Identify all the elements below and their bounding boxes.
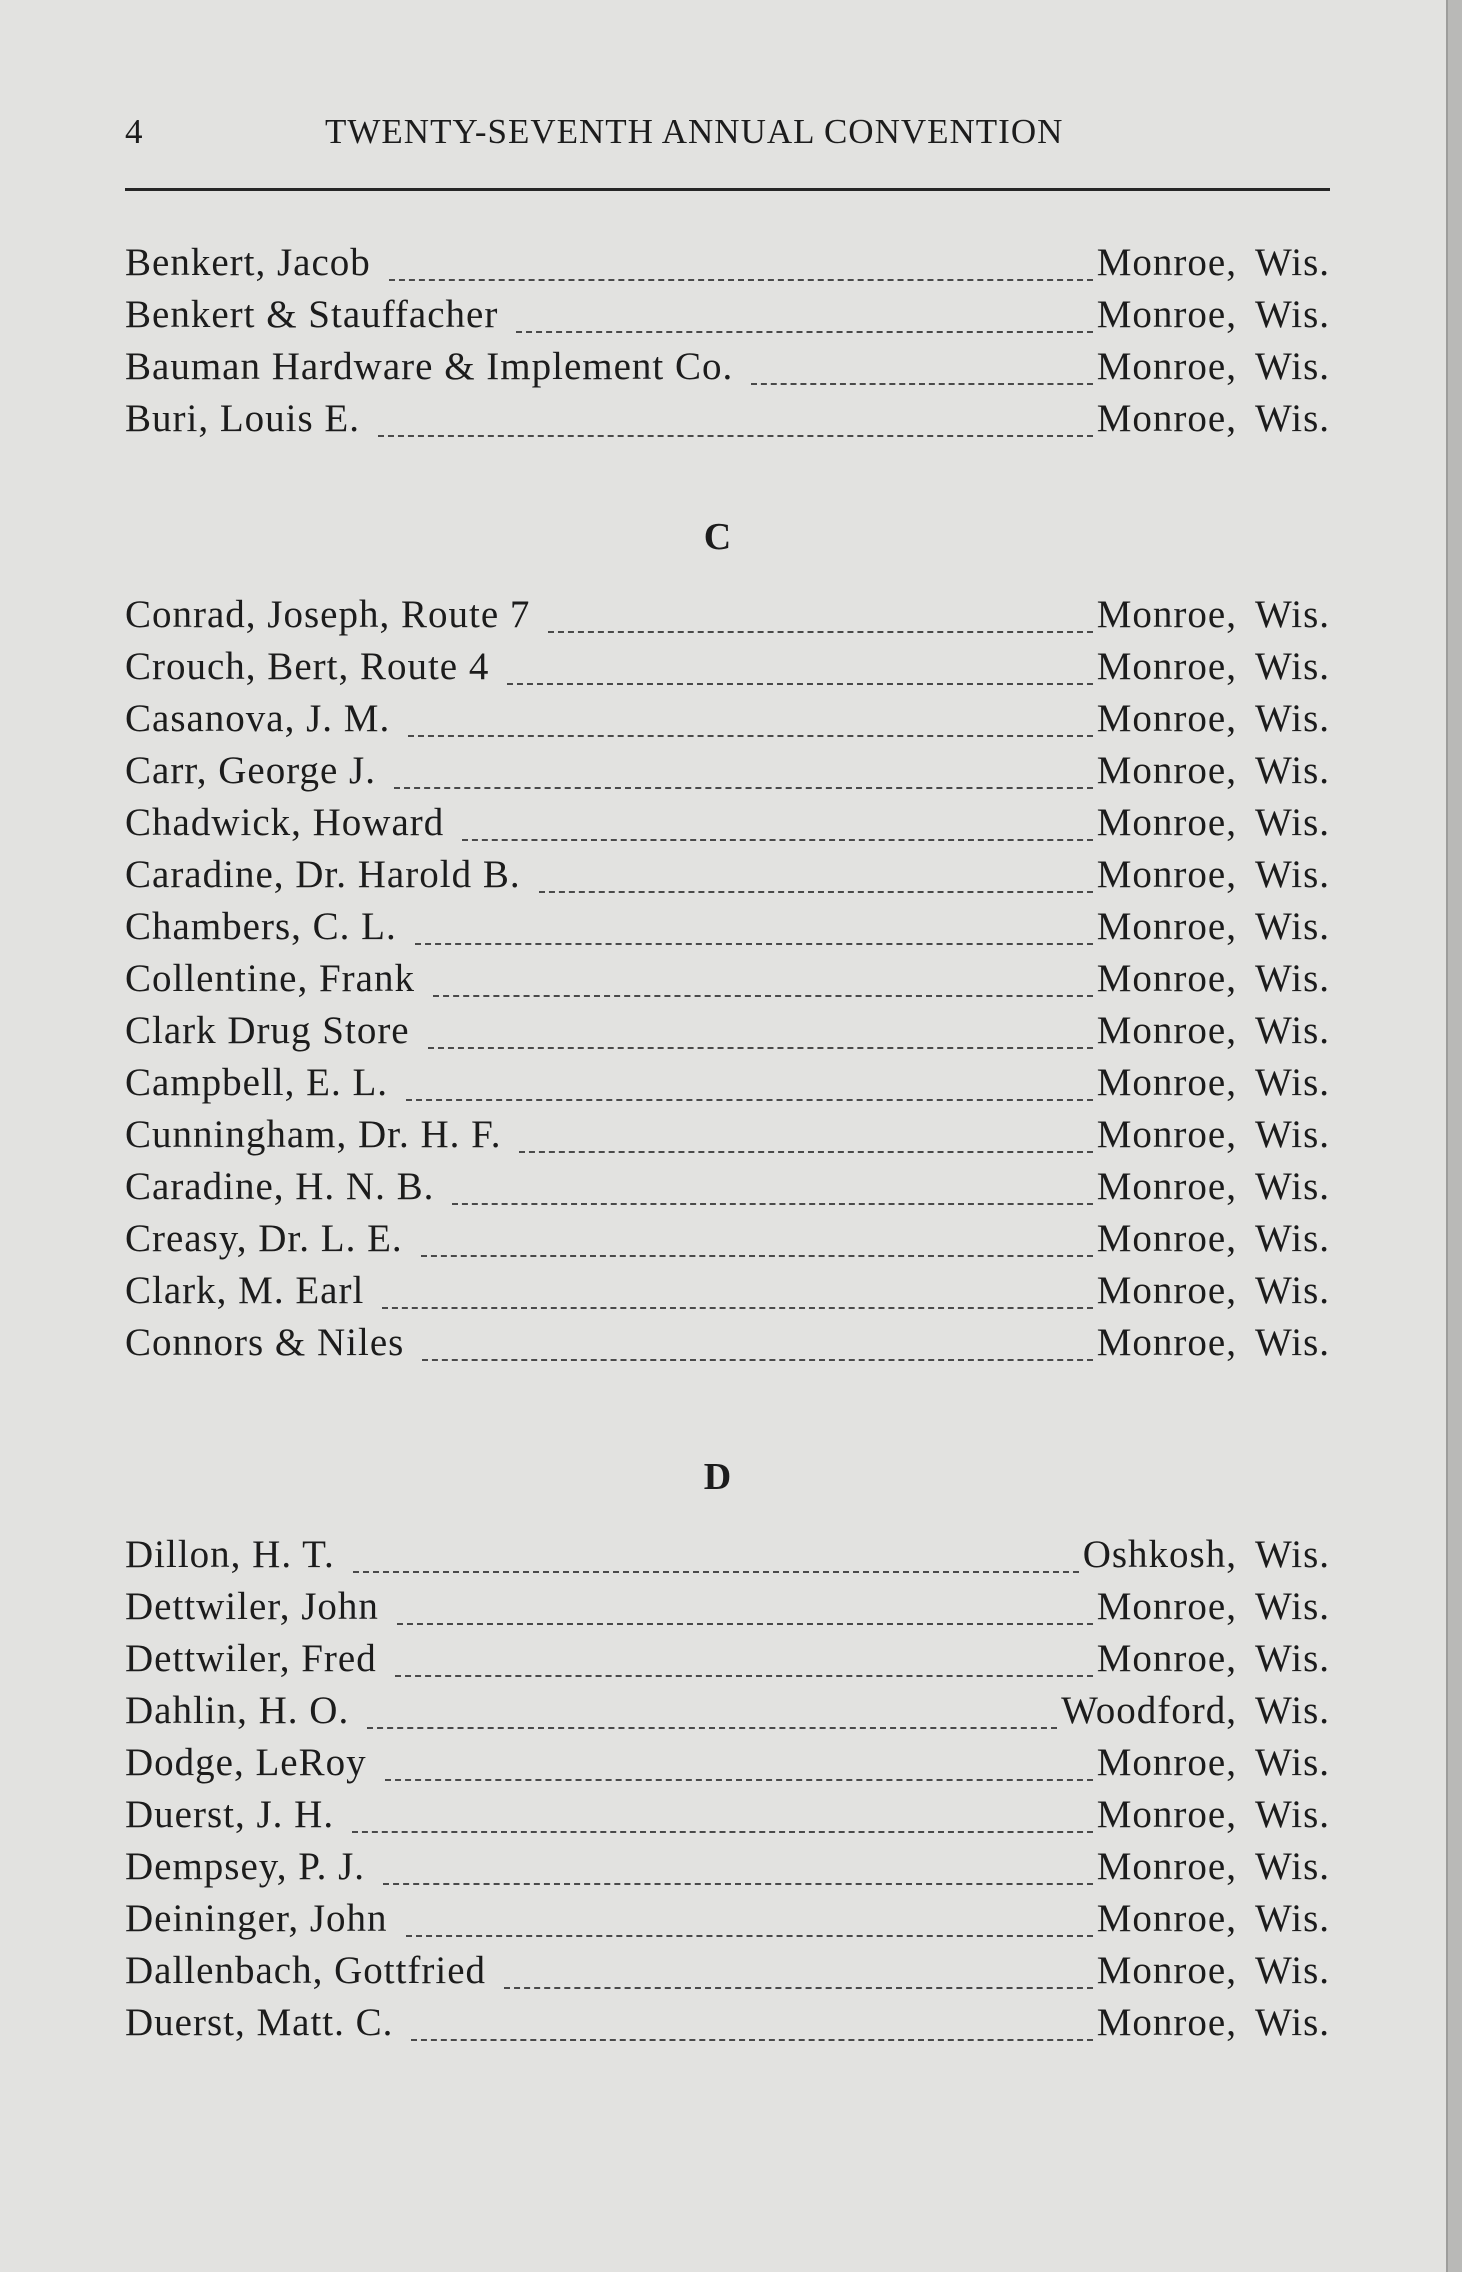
entry-city: Monroe,	[1096, 1061, 1237, 1104]
dot-leader	[462, 829, 1092, 841]
entry-name: Dempsey, P. J.	[125, 1845, 366, 1888]
entry-state: Wis.	[1254, 1741, 1330, 1784]
entry-name: Campbell, E. L.	[125, 1061, 389, 1104]
entry-name: Dettwiler, Fred	[125, 1637, 377, 1680]
entry-state: Wis.	[1254, 957, 1330, 1000]
dot-leader	[408, 725, 1093, 737]
entry-name: Connors & Niles	[125, 1321, 405, 1364]
directory-entry	[125, 852, 1330, 902]
entry-city: Monroe,	[1096, 397, 1237, 440]
page-number: 4	[125, 112, 144, 151]
dot-leader	[516, 321, 1092, 333]
directory-entry	[125, 1164, 1330, 1214]
entry-state: Wis.	[1254, 1897, 1330, 1940]
entry-name: Creasy, Dr. L. E.	[125, 1217, 403, 1260]
entry-name: Bauman Hardware & Implement Co.	[125, 345, 734, 388]
entry-state: Wis.	[1254, 1845, 1330, 1888]
entry-name: Dahlin, H. O.	[125, 1689, 350, 1732]
directory-entry	[125, 1060, 1330, 1110]
entry-state: Wis.	[1254, 1637, 1330, 1680]
entry-name: Dodge, LeRoy	[125, 1741, 367, 1784]
entry-state: Wis.	[1254, 241, 1330, 284]
entry-city: Monroe,	[1096, 1845, 1237, 1888]
entry-name: Clark, M. Earl	[125, 1269, 365, 1312]
directory-entry	[125, 696, 1330, 746]
dot-leader	[415, 933, 1093, 945]
entry-city: Monroe,	[1096, 749, 1237, 792]
entry-city: Monroe,	[1096, 1113, 1237, 1156]
entry-state: Wis.	[1254, 1113, 1330, 1156]
section-letter: C	[703, 516, 732, 558]
directory-entry	[125, 1268, 1330, 1318]
dot-leader	[406, 1925, 1093, 1937]
entry-state: Wis.	[1254, 1793, 1330, 1836]
entry-name: Chambers, C. L.	[125, 905, 397, 948]
directory-entry	[125, 240, 1330, 290]
dot-leader	[385, 1769, 1093, 1781]
directory-entry	[125, 1688, 1330, 1738]
entry-state: Wis.	[1254, 345, 1330, 388]
entry-name: Conrad, Joseph, Route 7	[125, 593, 531, 636]
entry-city: Monroe,	[1096, 293, 1237, 336]
directory-entry	[125, 1112, 1330, 1162]
entry-city: Monroe,	[1096, 801, 1237, 844]
dot-leader	[519, 1141, 1092, 1153]
directory-entry	[125, 748, 1330, 798]
entry-city: Woodford,	[1061, 1689, 1237, 1732]
entry-city: Monroe,	[1096, 957, 1237, 1000]
directory-entry	[125, 292, 1330, 342]
directory-entry	[125, 1320, 1330, 1370]
directory-entry	[125, 956, 1330, 1006]
entry-name: Casanova, J. M.	[125, 697, 391, 740]
entry-name: Clark Drug Store	[125, 1009, 410, 1052]
directory-entry	[125, 1008, 1330, 1058]
entry-state: Wis.	[1254, 1321, 1330, 1364]
entry-name: Duerst, J. H.	[125, 1793, 335, 1836]
dot-leader	[353, 1561, 1079, 1573]
entry-city: Monroe,	[1096, 1009, 1237, 1052]
dot-leader	[395, 1665, 1093, 1677]
entry-name: Dillon, H. T.	[125, 1533, 335, 1576]
dot-leader	[352, 1821, 1093, 1833]
directory-entry	[125, 396, 1330, 446]
entry-name: Dettwiler, John	[125, 1585, 379, 1628]
entry-state: Wis.	[1254, 801, 1330, 844]
entry-city: Monroe,	[1096, 1585, 1237, 1628]
running-head	[125, 112, 1325, 156]
entry-name: Deininger, John	[125, 1897, 388, 1940]
dot-leader	[507, 673, 1092, 685]
dot-leader	[452, 1193, 1092, 1205]
entry-city: Monroe,	[1096, 241, 1237, 284]
directory-entry	[125, 592, 1330, 642]
dot-leader	[422, 1349, 1092, 1361]
dot-leader	[433, 985, 1093, 997]
running-title: TWENTY-SEVENTH ANNUAL CONVENTION	[325, 112, 1064, 151]
dot-leader	[751, 373, 1093, 385]
entry-state: Wis.	[1254, 1533, 1330, 1576]
entry-city: Monroe,	[1096, 1897, 1237, 1940]
dot-leader	[539, 881, 1093, 893]
entry-name: Collentine, Frank	[125, 957, 415, 1000]
entry-name: Benkert & Stauffacher	[125, 293, 499, 336]
dot-leader	[406, 1089, 1093, 1101]
dot-leader	[397, 1613, 1093, 1625]
entry-city: Monroe,	[1096, 1637, 1237, 1680]
entry-name: Cunningham, Dr. H. F.	[125, 1113, 502, 1156]
directory-entry	[125, 1896, 1330, 1946]
page-edge	[1446, 0, 1462, 2272]
entry-name: Crouch, Bert, Route 4	[125, 645, 490, 688]
dot-leader	[411, 2029, 1092, 2041]
entry-city: Monroe,	[1096, 645, 1237, 688]
entry-city: Monroe,	[1096, 1321, 1237, 1364]
entry-state: Wis.	[1254, 749, 1330, 792]
entry-city: Monroe,	[1096, 853, 1237, 896]
entry-city: Monroe,	[1096, 1165, 1237, 1208]
entry-state: Wis.	[1254, 1061, 1330, 1104]
entry-state: Wis.	[1254, 645, 1330, 688]
dot-leader	[389, 269, 1093, 281]
entry-city: Monroe,	[1096, 2001, 1237, 2044]
directory-entry	[125, 344, 1330, 394]
entry-state: Wis.	[1254, 1585, 1330, 1628]
header-rule	[125, 188, 1330, 191]
entry-state: Wis.	[1254, 2001, 1330, 2044]
entry-state: Wis.	[1254, 397, 1330, 440]
entry-state: Wis.	[1254, 1949, 1330, 1992]
entry-state: Wis.	[1254, 697, 1330, 740]
dot-leader	[383, 1873, 1093, 1885]
dot-leader	[382, 1297, 1092, 1309]
entry-city: Monroe,	[1096, 1741, 1237, 1784]
directory-entry	[125, 1216, 1330, 1266]
directory-entry	[125, 1532, 1330, 1582]
directory-entry	[125, 1636, 1330, 1686]
directory-entry	[125, 1584, 1330, 1634]
entry-state: Wis.	[1254, 593, 1330, 636]
entry-city: Monroe,	[1096, 1793, 1237, 1836]
dot-leader	[504, 1977, 1093, 1989]
directory-entry	[125, 2000, 1330, 2050]
entry-city: Oshkosh,	[1082, 1533, 1237, 1576]
entry-city: Monroe,	[1096, 345, 1237, 388]
entry-city: Monroe,	[1096, 697, 1237, 740]
entry-city: Monroe,	[1096, 905, 1237, 948]
entry-state: Wis.	[1254, 1009, 1330, 1052]
directory-entry	[125, 904, 1330, 954]
entry-name: Buri, Louis E.	[125, 397, 360, 440]
dot-leader	[428, 1037, 1093, 1049]
directory-entry	[125, 1844, 1330, 1894]
dot-leader	[367, 1717, 1057, 1729]
dot-leader	[394, 777, 1093, 789]
directory-entry	[125, 1792, 1330, 1842]
entry-state: Wis.	[1254, 1689, 1330, 1732]
entry-state: Wis.	[1254, 1165, 1330, 1208]
dot-leader	[421, 1245, 1093, 1257]
directory-entry	[125, 644, 1330, 694]
entry-city: Monroe,	[1096, 1217, 1237, 1260]
entry-name: Dallenbach, Gottfried	[125, 1949, 487, 1992]
entry-state: Wis.	[1254, 853, 1330, 896]
entry-state: Wis.	[1254, 1217, 1330, 1260]
entry-name: Duerst, Matt. C.	[125, 2001, 394, 2044]
entry-state: Wis.	[1254, 1269, 1330, 1312]
section-letter: D	[703, 1456, 732, 1498]
directory-entry	[125, 1740, 1330, 1790]
entry-name: Benkert, Jacob	[125, 241, 371, 284]
entry-city: Monroe,	[1096, 593, 1237, 636]
dot-leader	[548, 621, 1092, 633]
directory-entry	[125, 1948, 1330, 1998]
entry-name: Carr, George J.	[125, 749, 376, 792]
entry-name: Caradine, H. N. B.	[125, 1165, 435, 1208]
entry-city: Monroe,	[1096, 1949, 1237, 1992]
entry-state: Wis.	[1254, 293, 1330, 336]
entry-name: Caradine, Dr. Harold B.	[125, 853, 521, 896]
directory-entry	[125, 800, 1330, 850]
dot-leader	[378, 425, 1093, 437]
entry-name: Chadwick, Howard	[125, 801, 445, 844]
entry-city: Monroe,	[1096, 1269, 1237, 1312]
entry-state: Wis.	[1254, 905, 1330, 948]
